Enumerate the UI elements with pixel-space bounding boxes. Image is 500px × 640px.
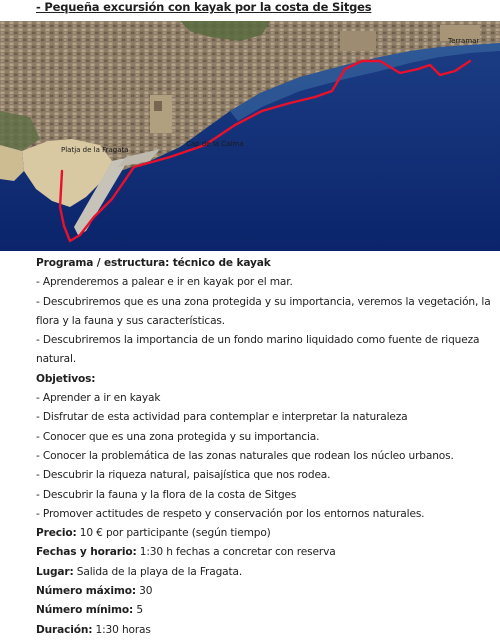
detail-label: Precio: xyxy=(36,527,77,540)
detail-value: 10 € por participante (según tiempo) xyxy=(76,527,271,540)
programa-item: flora y la fauna y sus características. xyxy=(36,314,226,327)
detail-label: Número máximo: xyxy=(36,585,136,598)
detail-lugar xyxy=(36,563,491,582)
detail-label: Lugar: xyxy=(36,565,74,578)
detail-label: Número mínimo: xyxy=(36,604,134,617)
objetivos-item: - Descubrir la riqueza natural, paisajística que nos rodea. xyxy=(36,469,331,482)
detail-maximo xyxy=(36,582,491,601)
map-label-point: Cap de la Calma xyxy=(186,140,244,148)
page-title: - Pequeña excursión con kayak por la costa de Sitges xyxy=(36,0,372,14)
programa-heading: Programa / estructura: técnico de kayak xyxy=(36,257,271,269)
objetivos-item: - Conocer la problemática de las zonas naturales que rodean los núcleo urbanos. xyxy=(36,449,454,462)
detail-fechas xyxy=(36,543,491,562)
aerial-map xyxy=(0,21,500,251)
programa-item: - Descubriremos que es una zona protegida y su importancia, veremos la vegetación, la xyxy=(36,295,491,308)
church-building xyxy=(150,95,172,133)
map-label-beach: Platja de la Fragata xyxy=(61,146,129,154)
objetivos-item: - Promover actitudes de respeto y conservación por los entornos naturales. xyxy=(36,507,425,520)
detail-value: Salida de la playa de la Fragata. xyxy=(73,565,243,578)
detail-value: 30 xyxy=(135,585,153,598)
objetivos-item: - Conocer que es una zona protegida y su importancia. xyxy=(36,430,320,443)
map-label-end: Terramar xyxy=(448,37,480,45)
detail-value: 5 xyxy=(133,604,143,617)
objetivos-item: - Aprender a ir en kayak xyxy=(36,392,161,405)
programa-item: natural. xyxy=(36,353,77,366)
program-content xyxy=(36,254,491,640)
detail-minimo xyxy=(36,601,491,620)
objetivos-item: - Disfrutar de esta actividad para contemplar e interpretar la naturaleza xyxy=(36,411,408,424)
detail-value: 1:30 horas xyxy=(92,623,151,636)
church-building xyxy=(154,101,162,111)
detail-value: 1:30 h fechas a concretar con reserva xyxy=(136,546,336,559)
objetivos-item: - Descubrir la fauna y la flora de la costa de Sitges xyxy=(36,488,297,501)
detail-label: Duración: xyxy=(36,623,93,636)
objetivos-heading: Objetivos: xyxy=(36,372,96,385)
building xyxy=(340,31,376,51)
programa-item: - Aprenderemos a palear e ir en kayak por el mar. xyxy=(36,276,293,289)
programa-item: - Descubriremos la importancia de un fondo marino liquidado como fuente de riqueza xyxy=(36,334,480,347)
detail-label: Fechas y horario: xyxy=(36,546,137,559)
detail-duracion xyxy=(36,621,491,640)
detail-precio xyxy=(36,524,491,543)
